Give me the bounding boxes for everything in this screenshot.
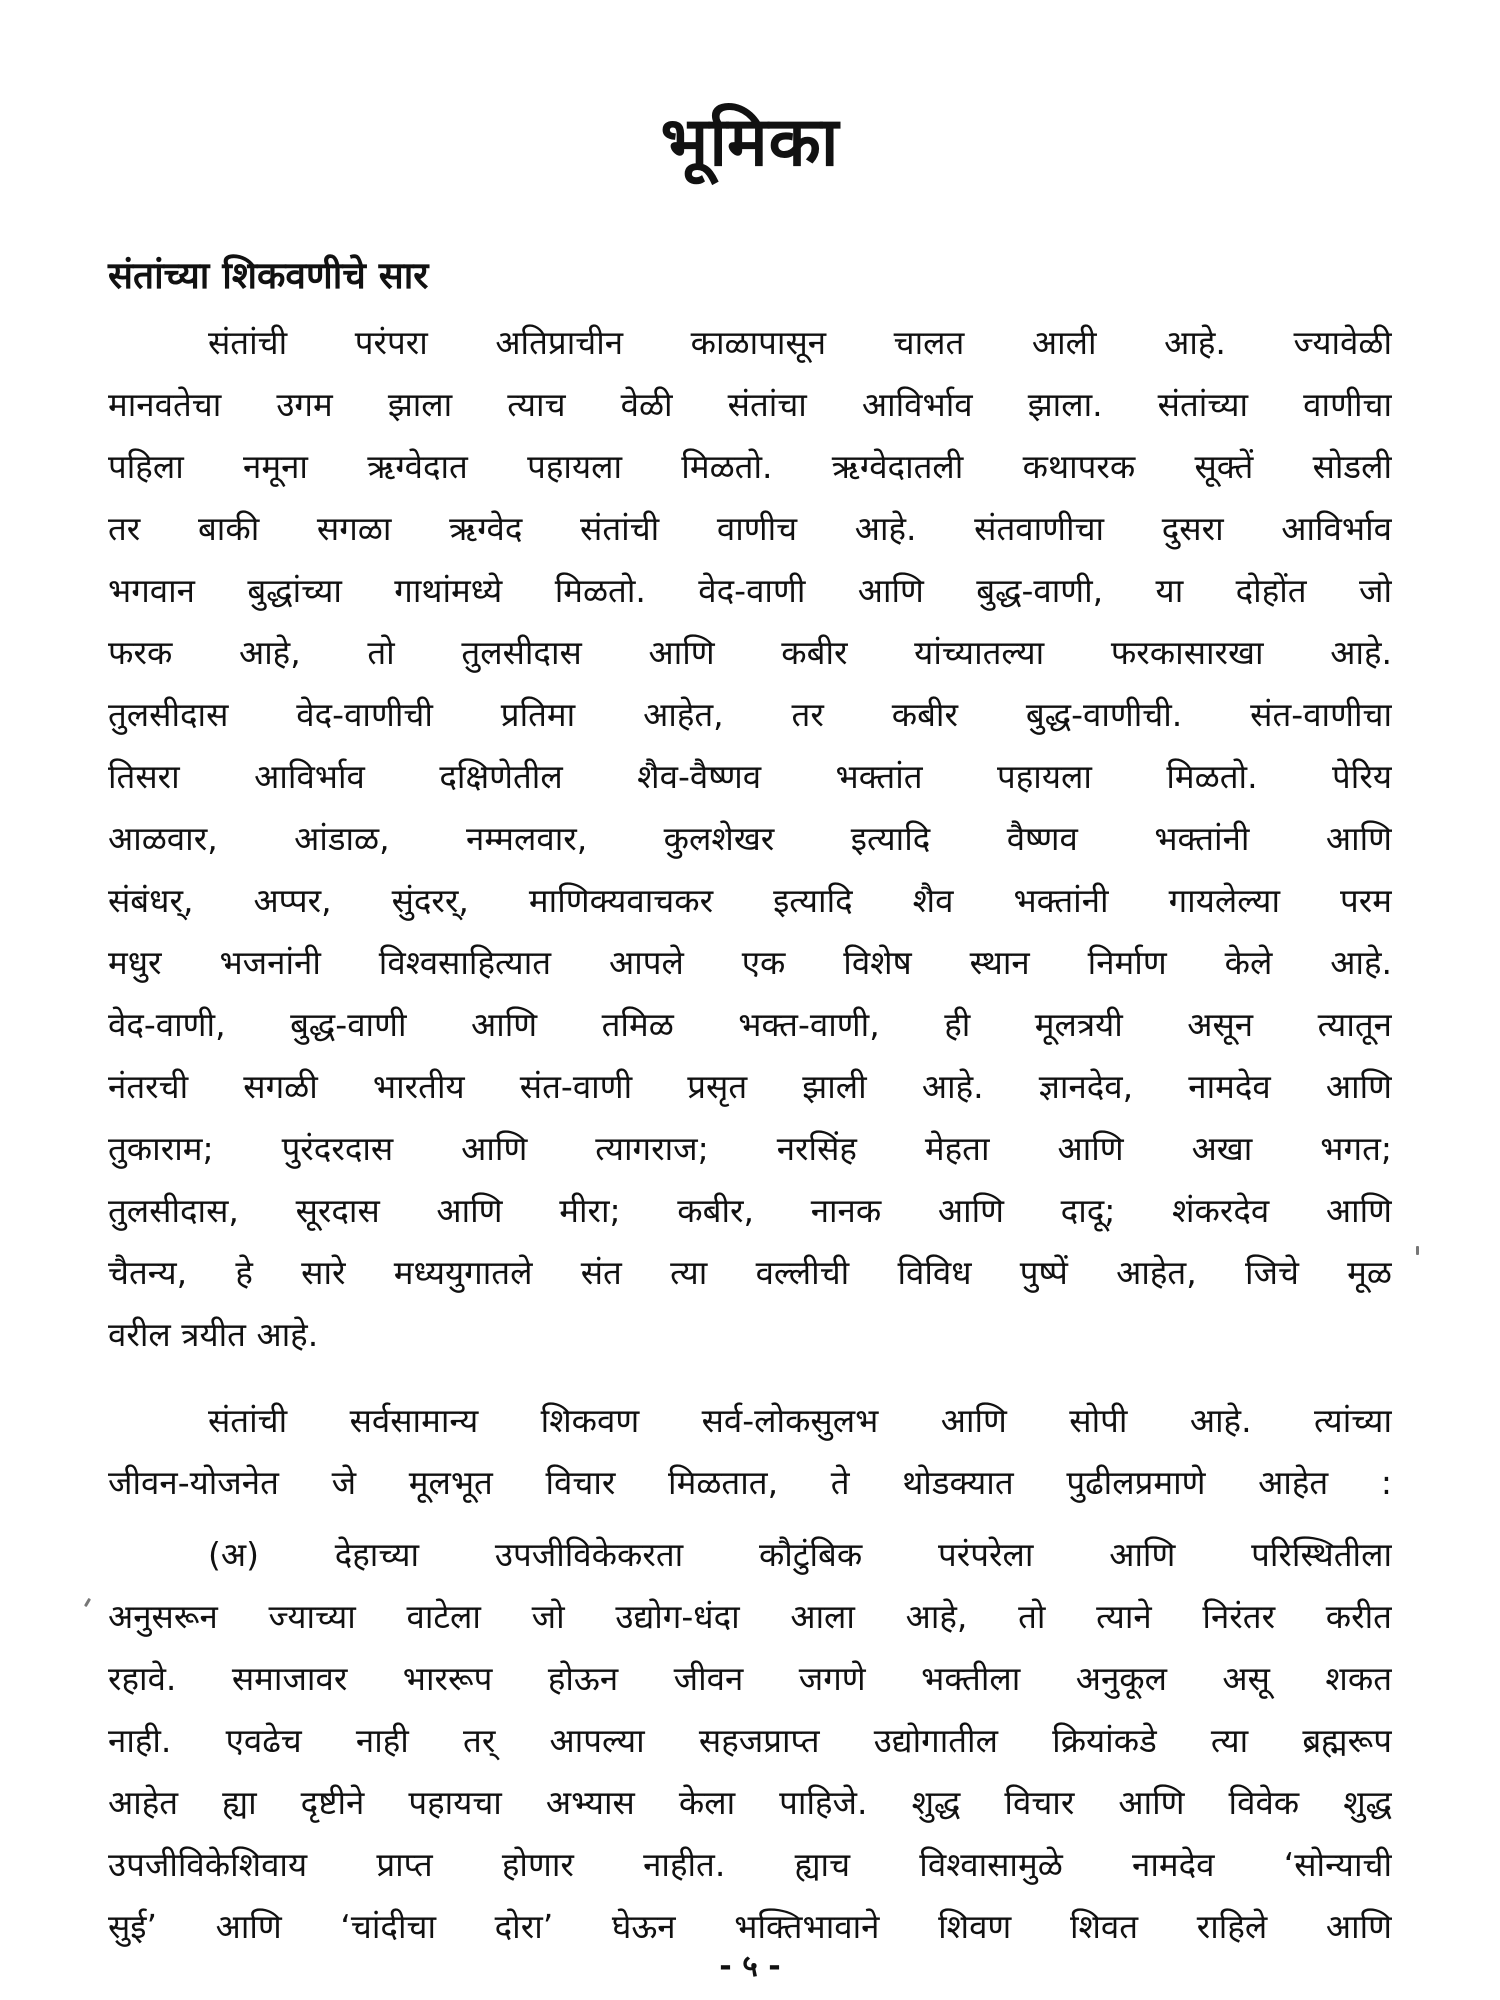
- text-line: तर बाकी सगळा ऋग्वेद संतांची वाणीच आहे. संतवाणीचा दुसरा आविर्भाव: [108, 509, 1392, 548]
- text-line: चैतन्य, हे सारे मध्ययुगातले संत त्या वल्लीची विविध पुष्पें आहेत, जिचे मूळ: [108, 1253, 1392, 1292]
- text-line: (अ) देहाच्या उपजीविकेकरता कौटुंबिक परंपरेला आणि परिस्थितीला: [208, 1535, 1392, 1574]
- text-line: अनुसरून ज्याच्या वाटेला जो उद्योग-धंदा आला आहे, तो त्याने निरंतर करीत: [108, 1597, 1392, 1636]
- paragraph-3: [108, 1524, 1392, 1958]
- scan-speck: [84, 1598, 91, 1607]
- text-line: तुलसीदास वेद-वाणीची प्रतिमा आहेत, तर कबीर बुद्ध-वाणीची. संत-वाणीचा: [108, 695, 1392, 734]
- text-line: संतांची परंपरा अतिप्राचीन काळापासून चालत आली आहे. ज्यावेळी: [208, 323, 1392, 362]
- text-line: संबंधर्, अप्पर, सुंदरर्, माणिक्यवाचकर इत्यादि शैव भक्तांनी गायलेल्या परम: [108, 881, 1392, 920]
- text-line: नाही. एवढेच नाही तर् आपल्या सहजप्राप्त उद्योगातील क्रियांकडे त्या ब्रह्मरूप: [108, 1721, 1392, 1760]
- text-line: मानवतेचा उगम झाला त्याच वेळी संतांचा आविर्भाव झाला. संतांच्या वाणीचा: [108, 385, 1392, 424]
- text-line: सुई’ आणि ‘चांदीचा दोरा’ घेऊन भक्तिभावाने शिवण शिवत राहिले आणि: [108, 1907, 1392, 1946]
- text-line: नंतरची सगळी भारतीय संत-वाणी प्रसृत झाली आहे. ज्ञानदेव, नामदेव आणि: [108, 1067, 1392, 1106]
- text-line: तुकाराम; पुरंदरदास आणि त्यागराज; नरसिंह मेहता आणि अखा भगत;: [108, 1129, 1392, 1168]
- paragraph-gap: [108, 1376, 1392, 1390]
- text-line: भगवान बुद्धांच्या गाथांमध्ये मिळतो. वेद-वाणी आणि बुद्ध-वाणी, या दोहोंत जो: [108, 571, 1392, 610]
- body-text: [108, 312, 1392, 1968]
- text-line: आळवार, आंडाळ, नम्मलवार, कुलशेखर इत्यादि वैष्णव भक्तांनी आणि: [108, 819, 1392, 858]
- paragraph-1: [108, 312, 1392, 1366]
- section-heading: संतांच्या शिकवणीचे सार: [108, 254, 429, 297]
- text-line: आहेत ह्या दृष्टीने पहायचा अभ्यास केला पाहिजे. शुद्ध विचार आणि विवेक शुद्ध: [108, 1783, 1392, 1822]
- page-number: - ५ -: [719, 1949, 781, 1984]
- text-line: तुलसीदास, सूरदास आणि मीरा; कबीर, नानक आणि दादू; शंकरदेव आणि: [108, 1191, 1392, 1230]
- text-line: वरील त्रयीत आहे.: [108, 1315, 319, 1354]
- text-line: फरक आहे, तो तुलसीदास आणि कबीर यांच्यातल्या फरकासारखा आहे.: [108, 633, 1392, 672]
- text-line: संतांची सर्वसामान्य शिकवण सर्व-लोकसुलभ आणि सोपी आहे. त्यांच्या: [208, 1401, 1392, 1440]
- text-line: मधुर भजनांनी विश्वसाहित्यात आपले एक विशेष स्थान निर्माण केले आहे.: [108, 943, 1392, 982]
- scan-speck: [1416, 1246, 1419, 1255]
- text-line: तिसरा आविर्भाव दक्षिणेतील शैव-वैष्णव भक्तांत पहायला मिळतो. पेरिय: [108, 757, 1392, 796]
- paragraph-2: [108, 1390, 1392, 1514]
- page-title: भूमिका: [660, 103, 840, 182]
- text-line: रहावे. समाजावर भाररूप होऊन जीवन जगणे भक्तीला अनुकूल असू शकत: [108, 1659, 1392, 1698]
- text-line: उपजीविकेशिवाय प्राप्त होणार नाहीत. ह्याच विश्वासामुळे नामदेव ‘सोन्याची: [108, 1845, 1392, 1884]
- text-line: जीवन-योजनेत जे मूलभूत विचार मिळतात, ते थोडक्यात पुढीलप्रमाणे आहेत :: [108, 1463, 1392, 1502]
- text-line: पहिला नमूना ऋग्वेदात पहायला मिळतो. ऋग्वेदातली कथापरक सूक्तें सोडली: [108, 447, 1392, 486]
- text-line: वेद-वाणी, बुद्ध-वाणी आणि तमिळ भक्त-वाणी, ही मूलत्रयी असून त्यातून: [108, 1005, 1392, 1044]
